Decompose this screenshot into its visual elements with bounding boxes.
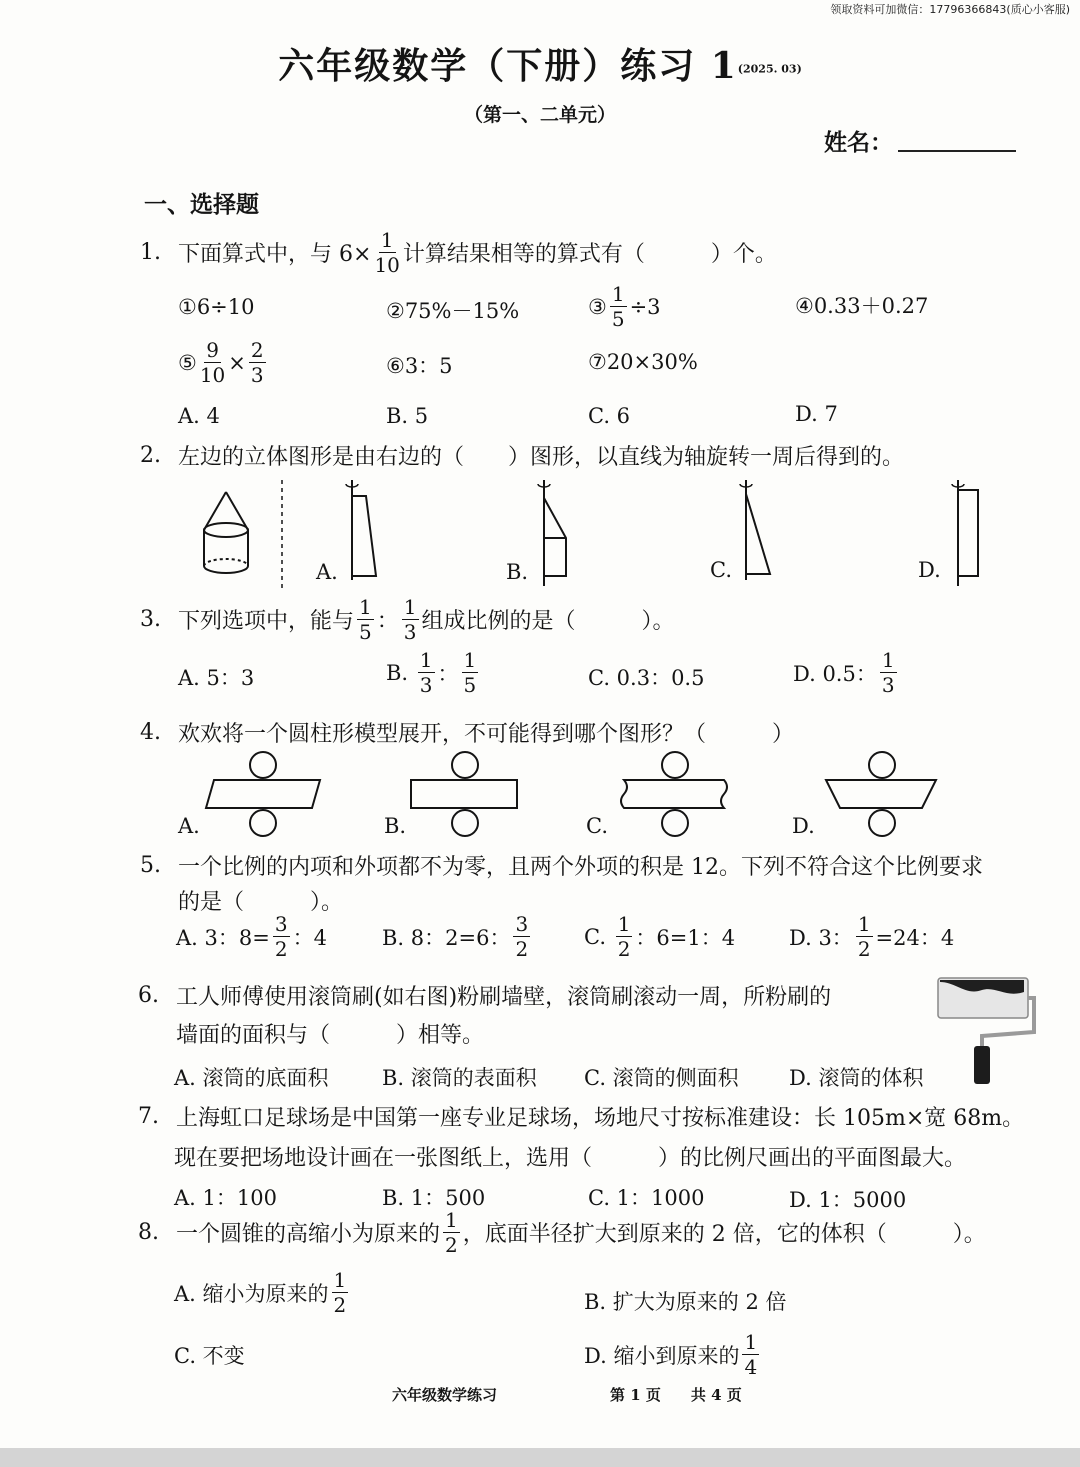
net-d xyxy=(826,780,936,808)
denominator: 2 xyxy=(333,1293,347,1317)
figure-label-a: A. xyxy=(316,560,338,584)
option-prefix: D. 0.5： xyxy=(793,661,877,686)
numerator: 1 xyxy=(744,1330,758,1354)
question-text: ，底面半径扩大到原来的 2 倍，它的体积（ ）。 xyxy=(462,1222,986,1247)
page-subtitle: （第一、二单元） xyxy=(463,104,616,126)
shape-d xyxy=(958,490,978,576)
denominator: 2 xyxy=(445,1233,458,1257)
fraction xyxy=(418,650,435,695)
fraction xyxy=(249,340,266,385)
figure-label-c: C. xyxy=(586,814,608,838)
numerator: 3 xyxy=(274,912,288,936)
watermark-text: 领取资料可加微信：17796366843(质心小客服) xyxy=(830,3,1070,16)
denominator: 3 xyxy=(881,673,895,697)
net-c xyxy=(621,780,727,808)
denominator: 4 xyxy=(744,1355,758,1379)
option-c: C. 不变 xyxy=(174,1344,245,1368)
paint-roller-image xyxy=(936,976,1040,1088)
expr-item: ⑥3：5 xyxy=(386,354,453,378)
question-number: 4. xyxy=(140,720,161,745)
numerator: 1 xyxy=(857,912,871,936)
expr-item xyxy=(178,340,269,385)
numerator: 1 xyxy=(617,912,631,936)
question-text-line2: 的是（ ）。 xyxy=(178,890,344,915)
option-b xyxy=(382,914,533,959)
option-a xyxy=(176,914,327,959)
expr-item: ①6÷10 xyxy=(178,295,255,319)
page-number: 第 1 页 共 4 页 xyxy=(610,1386,742,1404)
question-text: 下列选项中，能与 xyxy=(178,609,355,634)
fraction xyxy=(443,1210,460,1255)
option-suffix: ：6=1：4 xyxy=(635,925,736,950)
figure-label-d: D. xyxy=(792,814,815,838)
question-2 xyxy=(140,440,904,471)
fraction xyxy=(374,230,399,275)
expr-item: ⑦20×30% xyxy=(588,350,698,374)
option-d xyxy=(584,1332,762,1377)
colon: ： xyxy=(376,609,399,634)
denominator: 5 xyxy=(611,307,625,331)
option-c: C. 滚筒的侧面积 xyxy=(584,1066,739,1090)
option-a: A. 5：3 xyxy=(178,666,255,690)
fraction xyxy=(462,650,479,695)
numerator: 1 xyxy=(359,595,372,619)
numerator: 3 xyxy=(515,912,529,936)
question-4 xyxy=(140,717,794,748)
numerator: 1 xyxy=(419,648,433,672)
figure-label-d: D. xyxy=(918,558,941,582)
question-text-line2: 墙面的面积与（ ）相等。 xyxy=(176,1023,485,1048)
option-a: A. 滚筒的底面积 xyxy=(174,1066,329,1090)
question-text: 一个圆锥的高缩小为原来的 xyxy=(176,1222,441,1247)
expr-item: ②75%－15% xyxy=(386,299,520,323)
question-7 xyxy=(138,1101,1024,1132)
name-label: 姓名： xyxy=(824,129,893,156)
numerator: 1 xyxy=(380,228,394,252)
question-number: 7. xyxy=(138,1104,159,1129)
option-c: C. 1：1000 xyxy=(588,1186,705,1210)
numerator: 1 xyxy=(403,595,417,619)
title-text: 六年级数学（下册）练习 1 xyxy=(278,45,738,87)
question-text: 工人师傅使用滚筒刷(如右图)粉刷墙壁，滚筒刷滚动一周，所粉刷的 xyxy=(176,985,832,1010)
option-suffix: =24：4 xyxy=(875,925,955,950)
cylinder-top xyxy=(204,523,248,537)
option-prefix: C. xyxy=(584,924,606,949)
figure-label-a: A. xyxy=(178,814,200,838)
numerator: 9 xyxy=(206,338,219,362)
option-d: D. 滚筒的体积 xyxy=(789,1066,924,1090)
fraction xyxy=(200,340,225,385)
numerator: 1 xyxy=(881,648,895,672)
fraction xyxy=(273,914,290,959)
question-5 xyxy=(140,850,983,881)
denominator: 3 xyxy=(250,363,264,387)
rotation-figures xyxy=(190,480,1020,595)
cylinder-bottom xyxy=(204,566,248,573)
colon: ： xyxy=(437,661,459,686)
item-prefix: ⑤ xyxy=(178,350,197,375)
fraction xyxy=(402,597,419,642)
option-prefix: D. 3： xyxy=(789,925,853,950)
shape-c xyxy=(746,494,770,574)
expr-item xyxy=(588,284,661,329)
denominator: 5 xyxy=(463,673,477,697)
option-prefix: B. 8：2=6： xyxy=(382,925,511,950)
question-text: 左边的立体图形是由右边的（ ）图形，以直线为轴旋转一周后得到的。 xyxy=(178,445,905,470)
numerator: 1 xyxy=(463,648,477,672)
fraction xyxy=(610,284,627,329)
fraction xyxy=(332,1270,349,1315)
fraction xyxy=(742,1332,759,1377)
fraction xyxy=(856,914,873,959)
question-text: 计算结果相等的算式有（ ）个。 xyxy=(402,242,777,267)
bottom-scroll-bar xyxy=(0,1448,1080,1467)
option-b: B. 5 xyxy=(386,404,429,428)
fraction xyxy=(513,914,530,959)
question-number: 2. xyxy=(140,443,161,468)
fraction xyxy=(880,650,897,695)
option-c: C. 0.3：0.5 xyxy=(588,666,705,690)
denominator: 2 xyxy=(515,937,529,961)
numerator: 1 xyxy=(611,282,625,306)
denominator: 5 xyxy=(359,620,372,644)
option-prefix: A. 3：8= xyxy=(176,925,270,950)
option-d xyxy=(789,914,954,959)
question-text: 上海虹口足球场是中国第一座专业足球场，场地尺寸按标准建设：长 105m×宽 68m。 xyxy=(176,1106,1025,1131)
question-number: 3. xyxy=(140,607,161,632)
page-title xyxy=(0,38,1080,89)
footer-title: 六年级数学练习 xyxy=(392,1386,498,1404)
option-b: B. 滚筒的表面积 xyxy=(382,1066,537,1090)
figure-label-c: C. xyxy=(710,558,732,582)
option-d xyxy=(793,650,900,695)
numerator: 2 xyxy=(250,338,264,362)
option-a: A. 4 xyxy=(178,404,220,428)
question-1 xyxy=(140,230,777,275)
question-text: 组成比例的是（ ）。 xyxy=(421,609,675,634)
question-text: 一个比例的内项和外项都不为零，且两个外项的积是 12。下列不符合这个比例要求 xyxy=(178,855,983,880)
denominator: 2 xyxy=(857,937,871,961)
shape-a xyxy=(352,496,376,576)
question-8 xyxy=(138,1210,986,1255)
option-suffix: ：4 xyxy=(292,925,327,950)
figure-label-b: B. xyxy=(384,814,407,838)
option-c: C. 6 xyxy=(588,404,631,428)
net-a xyxy=(206,780,320,808)
denominator: 2 xyxy=(274,937,288,961)
option-b: B. 扩大为原来的 2 倍 xyxy=(584,1290,787,1314)
numerator: 1 xyxy=(333,1268,347,1292)
question-text: 下面算式中，与 6× xyxy=(178,242,372,267)
fraction xyxy=(616,914,633,959)
denominator: 3 xyxy=(419,673,433,697)
question-3 xyxy=(140,597,675,642)
question-number: 1. xyxy=(140,240,161,265)
question-6 xyxy=(138,980,831,1011)
question-number: 6. xyxy=(138,983,159,1008)
question-number: 8. xyxy=(138,1220,159,1245)
option-a xyxy=(174,1270,351,1315)
section-title: 一、选择题 xyxy=(144,191,259,218)
option-c xyxy=(584,914,735,959)
fraction xyxy=(357,597,374,642)
option-prefix: B. xyxy=(386,660,409,685)
option-d: D. 7 xyxy=(795,402,838,426)
option-prefix: D. 缩小到原来的 xyxy=(584,1343,740,1368)
denominator: 10 xyxy=(374,253,400,277)
question-number: 5. xyxy=(140,853,161,878)
denominator: 3 xyxy=(403,620,417,644)
item-suffix: ÷3 xyxy=(629,294,661,319)
expr-item: ④0.33＋0.27 xyxy=(795,294,929,318)
option-a: A. 1：100 xyxy=(174,1186,277,1210)
title-date: (2025. 03) xyxy=(737,62,802,76)
net-b xyxy=(411,780,517,808)
denominator: 10 xyxy=(199,363,226,387)
item-prefix: ③ xyxy=(588,294,607,319)
option-d: D. 1：5000 xyxy=(789,1188,907,1212)
question-text-line2: 现在要把场地设计画在一张图纸上，选用（ ）的比例尺画出的平面图最大。 xyxy=(174,1146,967,1171)
denominator: 2 xyxy=(617,937,631,961)
name-blank-line xyxy=(898,150,1016,152)
option-b xyxy=(386,650,481,695)
operator: × xyxy=(228,350,246,375)
cylinder-nets xyxy=(200,748,945,840)
option-prefix: A. 缩小为原来的 xyxy=(174,1281,329,1306)
figure-label-b: B. xyxy=(506,560,529,584)
question-text: 欢欢将一个圆柱形模型展开，不可能得到哪个图形？（ ） xyxy=(178,722,795,747)
numerator: 1 xyxy=(445,1208,458,1232)
option-b: B. 1：500 xyxy=(382,1186,486,1210)
